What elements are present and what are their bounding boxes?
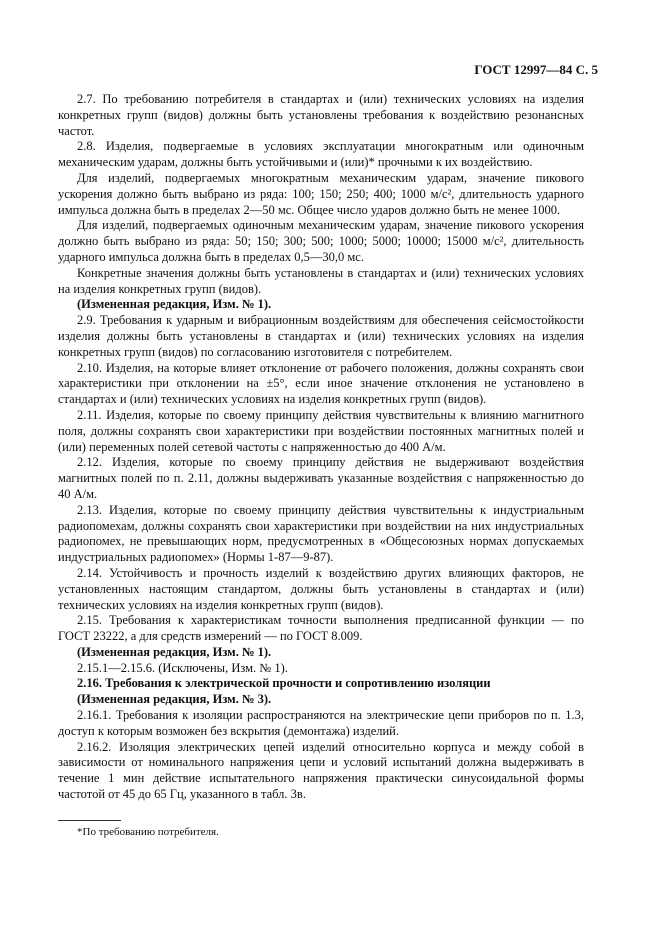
section-heading: 2.16. Требования к электрической прочности и сопротивлению изоляции	[77, 676, 491, 691]
paragraph: 2.16.2. Изоляция электрических цепей изделий относительно корпуса и между собой в зависимости от номинального напряжения цепи и условий испытаний должна выдерживать в течение 1 мин действие испытательного напряжения практически синусоидальной формы частотой от 45 до 65 Гц, указанного в табл. 3в.	[58, 739, 584, 802]
footnote-divider	[58, 820, 121, 821]
paragraph: 2.15. Требования к характеристикам точности выполнения предписанной функции — по ГОСТ 23222, а для средств измерений — по ГОСТ 8.009.	[58, 613, 584, 644]
paragraph: Для изделий, подвергаемых многократным механическим ударам, значение пикового ускорения должно быть выбрано из ряда: 100; 150; 250; 400; 1000 м/с², длительность ударного импульса должна быть в пределах 2—50 мс. Общее число ударов должно быть не менее 1000.	[58, 170, 584, 217]
paragraph: 2.8. Изделия, подвергаемые в условиях эксплуатации многократным или одиночным механическим ударам, должны быть устойчивыми и (или)* прочными к их воздействию.	[58, 139, 584, 170]
paragraph: 2.13. Изделия, которые по своему принципу действия чувствительны к индустриальным радиопомехам, должны сохранять свои характеристики при воздействии на них индустриальных радиопомех, не превышающих норм, предусмотренных в «Общесоюзных нормах допускаемых индустриальных радиопомех» (Нормы 1-87—9-87).	[58, 502, 584, 565]
paragraph: 2.7. По требованию потребителя в стандартах и (или) технических условиях на изделия конкретных групп (видов) должны быть установлены требования к воздействию резонансных частот.	[58, 92, 584, 138]
paragraph: 2.11. Изделия, которые по своему принципу действия чувствительны к влиянию магнитного поля, должны сохранять свои характеристики при воздействии постоянных магнитных полей и (или) переменных полей сетевой частоты с напряженностью до 400 А/м.	[58, 407, 584, 454]
footnote: *По требованию потребителя.	[77, 826, 219, 838]
paragraph: 2.16.1. Требования к изоляции распространяются на электрические цепи приборов по п. 1.3, доступ к которым возможен без вскрытия (демонтажа) изделий.	[58, 708, 584, 738]
paragraph: 2.15.1—2.15.6. (Исключены, Изм. № 1).	[77, 660, 288, 675]
paragraph: Конкретные значения должны быть установлены в стандартах и (или) технических условиях на изделия конкретных групп (видов).	[58, 265, 584, 296]
paragraph: 2.10. Изделия, на которые влияет отклонение от рабочего положения, должны сохранять свои характеристики при отклонении на ±5°, если иное значение отклонения не установлено в стандартах и (или) технических условиях на изделия конкретных групп (видов).	[58, 360, 584, 407]
paragraph: 2.14. Устойчивость и прочность изделий к воздействию других влияющих факторов, не установленных настоящим стандартом, должны быть установлены в стандартах и (или) технических условиях на изделия конкретных групп (видов).	[58, 565, 584, 612]
paragraph: Для изделий, подвергаемых одиночным механическим ударам, значение пикового ускорения должно быть выбрано из ряда: 50; 150; 300; 500; 1000; 5000; 10000; 15000 м/с², длительность ударного импульса должна быть в пределах 0,5—30,0 мс.	[58, 218, 584, 264]
amendment-note: (Измененная редакция, Изм. № 1).	[77, 644, 272, 659]
paragraph: 2.12. Изделия, которые по своему принципу действия не выдерживают воздействия магнитных полей по п. 2.11, должны выдерживать указанные воздействия с напряженностью до 40 А/м.	[58, 455, 584, 501]
page-header: ГОСТ 12997—84 С. 5	[474, 62, 598, 77]
document-body	[58, 92, 584, 803]
amendment-note: (Измененная редакция, Изм. № 3).	[77, 692, 272, 707]
paragraph: 2.9. Требования к ударным и вибрационным воздействиям для обеспечения сейсмостойкости изделия должны быть установлены в стандартах и (или) технических условиях на изделия конкретных групп (видов) по согласованию изготовителя с потребителем.	[58, 313, 584, 359]
amendment-note: (Измененная редакция, Изм. № 1).	[77, 297, 272, 312]
